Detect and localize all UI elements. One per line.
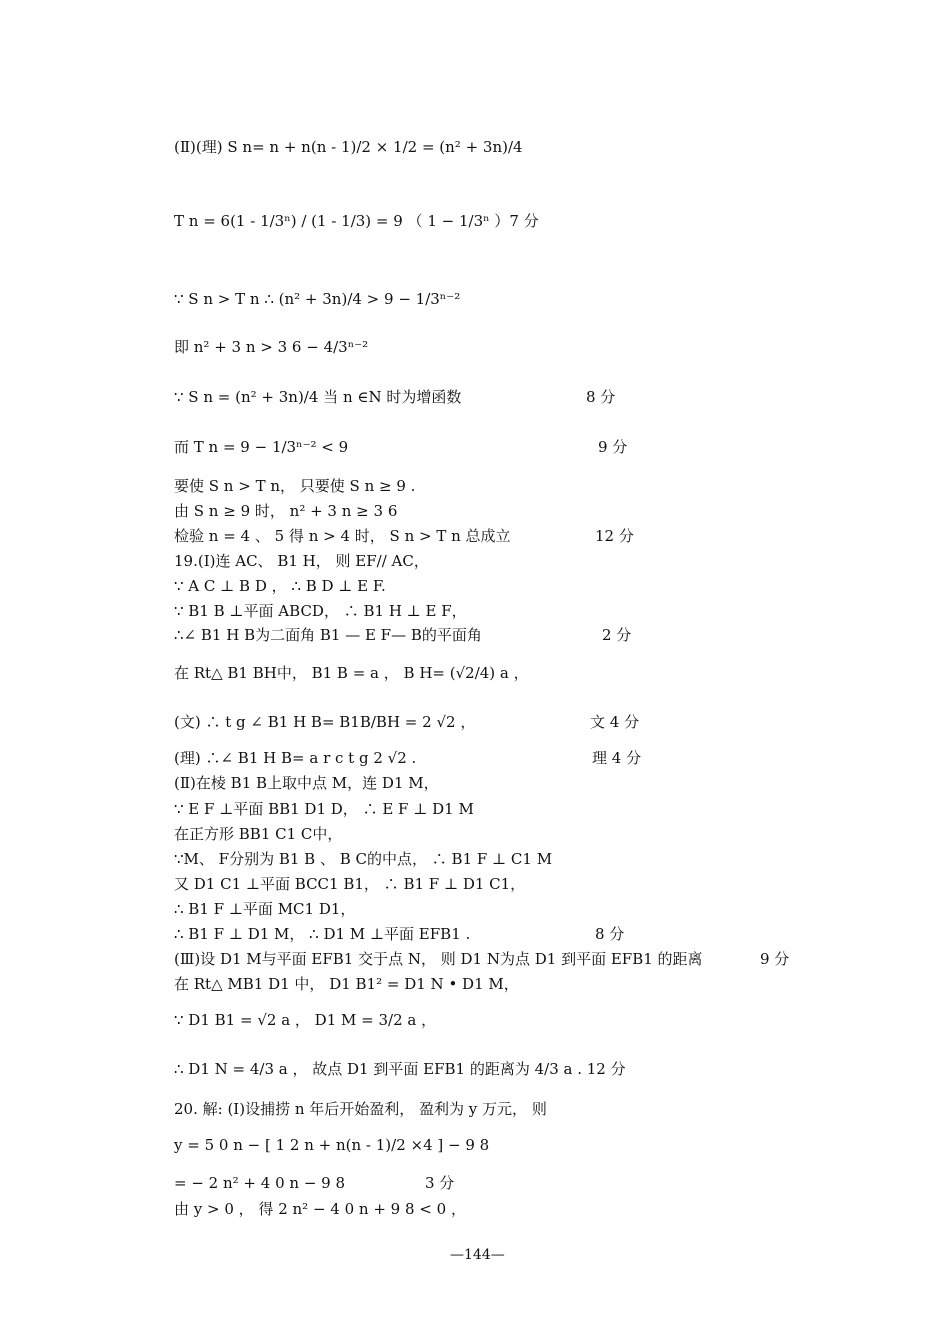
text-line: 19.(Ⅰ)连 AC、 B1 H， 则 EF// AC， (174, 552, 429, 570)
text-line: ∵ S n > T n ∴ (n² + 3n)/4 > 9 − 1/3ⁿ⁻² (174, 290, 461, 308)
text-line: ∵ D1 B1 = √2 a ， D1 M = 3/2 a ， (174, 1011, 437, 1029)
text-line: (Ⅱ)在棱 B1 B上取中点 M，连 D1 M， (174, 774, 439, 792)
text-line: 在正方形 BB1 C1 C中， (174, 825, 343, 843)
score-mark: 3 分 (425, 1174, 455, 1192)
text-line: (Ⅲ)设 D1 M与平面 EFB1 交于点 N， 则 D1 N为点 D1 到平面 EFB1 的距离 (174, 950, 703, 968)
text-line: (理) ∴∠ B1 H B= a r c t g 2 √2 . (174, 749, 417, 767)
text-line: ∴∠ B1 H B为二面角 B1 — E F— B的平面角 (174, 626, 482, 644)
text-line: 由 S n ≥ 9 时， n² + 3 n ≥ 3 6 (174, 502, 398, 520)
text-line: 在 Rt△ MB1 D1 中， D1 B1² = D1 N • D1 M， (174, 975, 519, 993)
text-line: ∴ B1 F ⊥平面 MC1 D1， (174, 900, 356, 918)
score-mark: 8 分 (586, 388, 616, 406)
text-line: = − 2 n² + 4 0 n − 9 8 (174, 1174, 346, 1192)
score-mark: 理 4 分 (592, 749, 642, 767)
page-number: —144— (450, 1247, 505, 1263)
text-line: 又 D1 C1 ⊥平面 BCC1 B1， ∴ B1 F ⊥ D1 C1， (174, 875, 526, 893)
score-mark: 2 分 (602, 626, 632, 644)
text-line: ∵M、 F分别为 B1 B 、 B C的中点， ∴ B1 F ⊥ C1 M (174, 850, 553, 868)
text-line: ∵ E F ⊥平面 BB1 D1 D， ∴ E F ⊥ D1 M (174, 800, 474, 818)
text-line: T n = 6(1 - 1/3ⁿ) / (1 - 1/3) = 9 （ 1 − 1/3ⁿ ）7 分 (174, 212, 539, 230)
score-mark: 12 分 (595, 527, 634, 545)
text-line: 要使 S n > T n， 只要使 S n ≥ 9 . (174, 477, 416, 495)
text-line: 20. 解: (Ⅰ)设捕捞 n 年后开始盈利， 盈利为 y 万元， 则 (174, 1100, 547, 1118)
text-line: ∴ D1 N = 4/3 a ， 故点 D1 到平面 EFB1 的距离为 4/3 a . 12 分 (174, 1060, 626, 1078)
text-line: 即 n² + 3 n > 3 6 − 4/3ⁿ⁻² (174, 338, 369, 356)
score-mark: 9 分 (598, 438, 628, 456)
text-line: ∵ B1 B ⊥平面 ABCD， ∴ B1 H ⊥ E F， (174, 602, 467, 620)
text-line: y = 5 0 n − [ 1 2 n + n(n - 1)/2 ×4 ] − 9 8 (174, 1136, 490, 1154)
score-mark: 文 4 分 (590, 713, 640, 731)
text-line: 而 T n = 9 − 1/3ⁿ⁻² < 9 (174, 438, 349, 456)
text-line: (文) ∴ t g ∠ B1 H B= B1B/BH = 2 √2 ， (174, 713, 476, 731)
text-line: 检验 n = 4 、 5 得 n > 4 时， S n > T n 总成立 (174, 527, 511, 545)
text-line: ∴ B1 F ⊥ D1 M， ∴ D1 M ⊥平面 EFB1 . (174, 925, 471, 943)
text-line: ∵ S n = (n² + 3n)/4 当 n ∈N 时为增函数 (174, 388, 462, 406)
text-line: ∵ A C ⊥ B D ， ∴ B D ⊥ E F. (174, 577, 386, 595)
text-line: 在 Rt△ B1 BH中， B1 B = a ， B H= (√2/4) a ， (174, 664, 529, 682)
score-mark: 9 分 (760, 950, 790, 968)
text-line: 由 y > 0 ， 得 2 n² − 4 0 n + 9 8 < 0 ， (174, 1200, 466, 1218)
score-mark: 8 分 (595, 925, 625, 943)
text-line: (Ⅱ)(理) S n= n + n(n - 1)/2 × 1/2 = (n² + 3n)/4 (174, 138, 523, 156)
